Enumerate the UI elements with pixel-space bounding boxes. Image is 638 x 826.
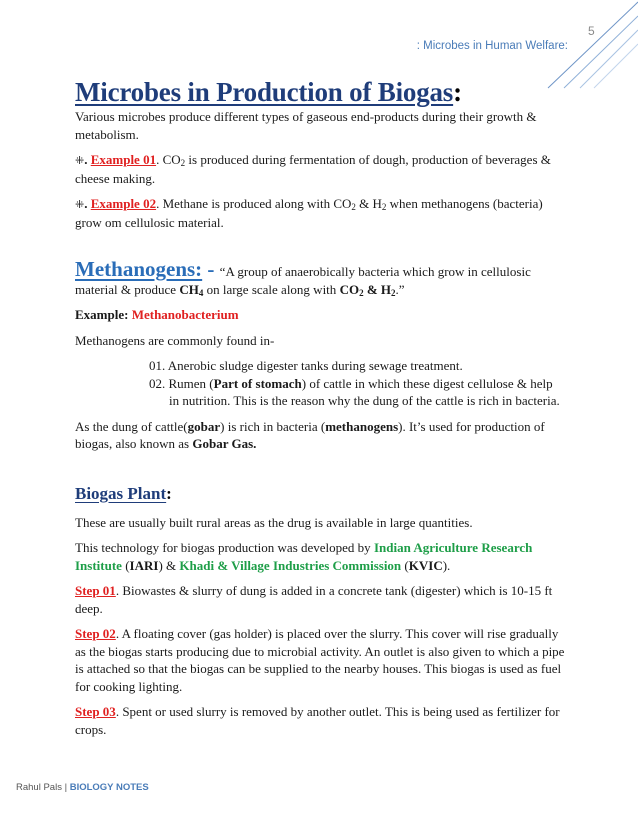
bullet-icon: ⁜	[75, 154, 85, 167]
gobar-gas-paragraph: As the dung of cattle(gobar) is rich in bacteria (methanogens). It’s used for production of biogas, also known as Gobar Gas.	[75, 418, 545, 451]
step-02-paragraph: Step 02. A floating cover (gas holder) is placed over the slurry. This cover will rise gradually as the biogas starts producing due to microbial activity. An outlet is also given to which a pipe is attached so that the biogas can be supplied to the nearby houses. This biogas is used as fuel for cooking lighting.	[75, 626, 565, 694]
step-03-paragraph: Step 03. Spent or used slurry is removed by another outlet. This is being used as fertilizer for crops.	[75, 704, 560, 737]
page-footer	[16, 782, 149, 793]
bullet-icon: ⁜	[75, 198, 85, 211]
list-item: 02. Rumen (Part of stomach) of cattle in which these digest cellulose & help in nutrition. This is the reason why the dung of the cattle is rich in bacteria.	[149, 375, 560, 408]
step-01-label: Step 01	[75, 583, 116, 598]
intro-paragraph: Various microbes produce different types of gaseous end-products during their growth & metabolism.	[75, 109, 537, 142]
document-body	[75, 76, 565, 738]
page-number: 5	[588, 24, 595, 38]
step-01-paragraph: Step 01. Biowastes & slurry of dung is added in a concrete tank (digester) which is 10-15 ft deep.	[75, 583, 553, 616]
example-01-label: Example 01	[90, 152, 157, 167]
methanobacterium-term: Methanobacterium	[131, 307, 239, 322]
methanogens-found-in: Methanogens are commonly found in-	[75, 332, 275, 348]
running-header-title: : Microbes in Human Welfare:	[416, 40, 568, 52]
step-02-label: Step 02	[75, 626, 116, 641]
methanogens-definition: Methanogens: - “A group of anaerobically bacteria which grow in cellulosic material & produce $CH_4$ on large scale along with $CO_2$ & $H_2$.”	[75, 257, 531, 298]
main-heading-colon: :	[453, 77, 462, 107]
main-heading-text: Microbes in Production of Biogas	[75, 77, 454, 107]
step-03-label: Step 03	[75, 704, 116, 719]
methanogens-heading: Methanogens:	[75, 257, 203, 281]
example-02-paragraph: ⁜. Example 02. Methane is produced along with $CO_2$ & $H_2$ when methanogens (bacteria) grow om cellulosic material.	[75, 196, 543, 230]
biogas-built-paragraph: These are usually built rural areas as the drug is available in large quantities.	[75, 514, 473, 530]
kvic-name: Khadi & Village Industries Commission	[179, 557, 402, 573]
main-heading	[75, 76, 565, 108]
iari-name: Indian Agriculture Research Institute	[75, 540, 533, 573]
list-item: 01. Anerobic sludge digester tanks during sewage treatment.	[149, 358, 463, 373]
example-01-paragraph: ⁜. Example 01. $CO_2$ is produced during fermentation of dough, production of beverages & cheese making.	[75, 152, 551, 186]
biogas-technology-paragraph: This technology for biogas production was developed by Indian Agriculture Research Institute (IARI) & Khadi & Village Industries Commission (KVIC).	[75, 540, 533, 573]
biogas-plant-heading: Biogas Plant	[75, 483, 167, 503]
habitat-list	[75, 357, 565, 410]
footer-title: BIOLOGY NOTES	[69, 782, 149, 793]
methanogens-example: Example: Methanobacterium	[75, 307, 239, 322]
biogas-plant-heading-row: Biogas Plant:	[75, 483, 172, 503]
example-02-label: Example 02	[90, 196, 157, 211]
footer-author: Rahul Pals |	[16, 782, 70, 793]
